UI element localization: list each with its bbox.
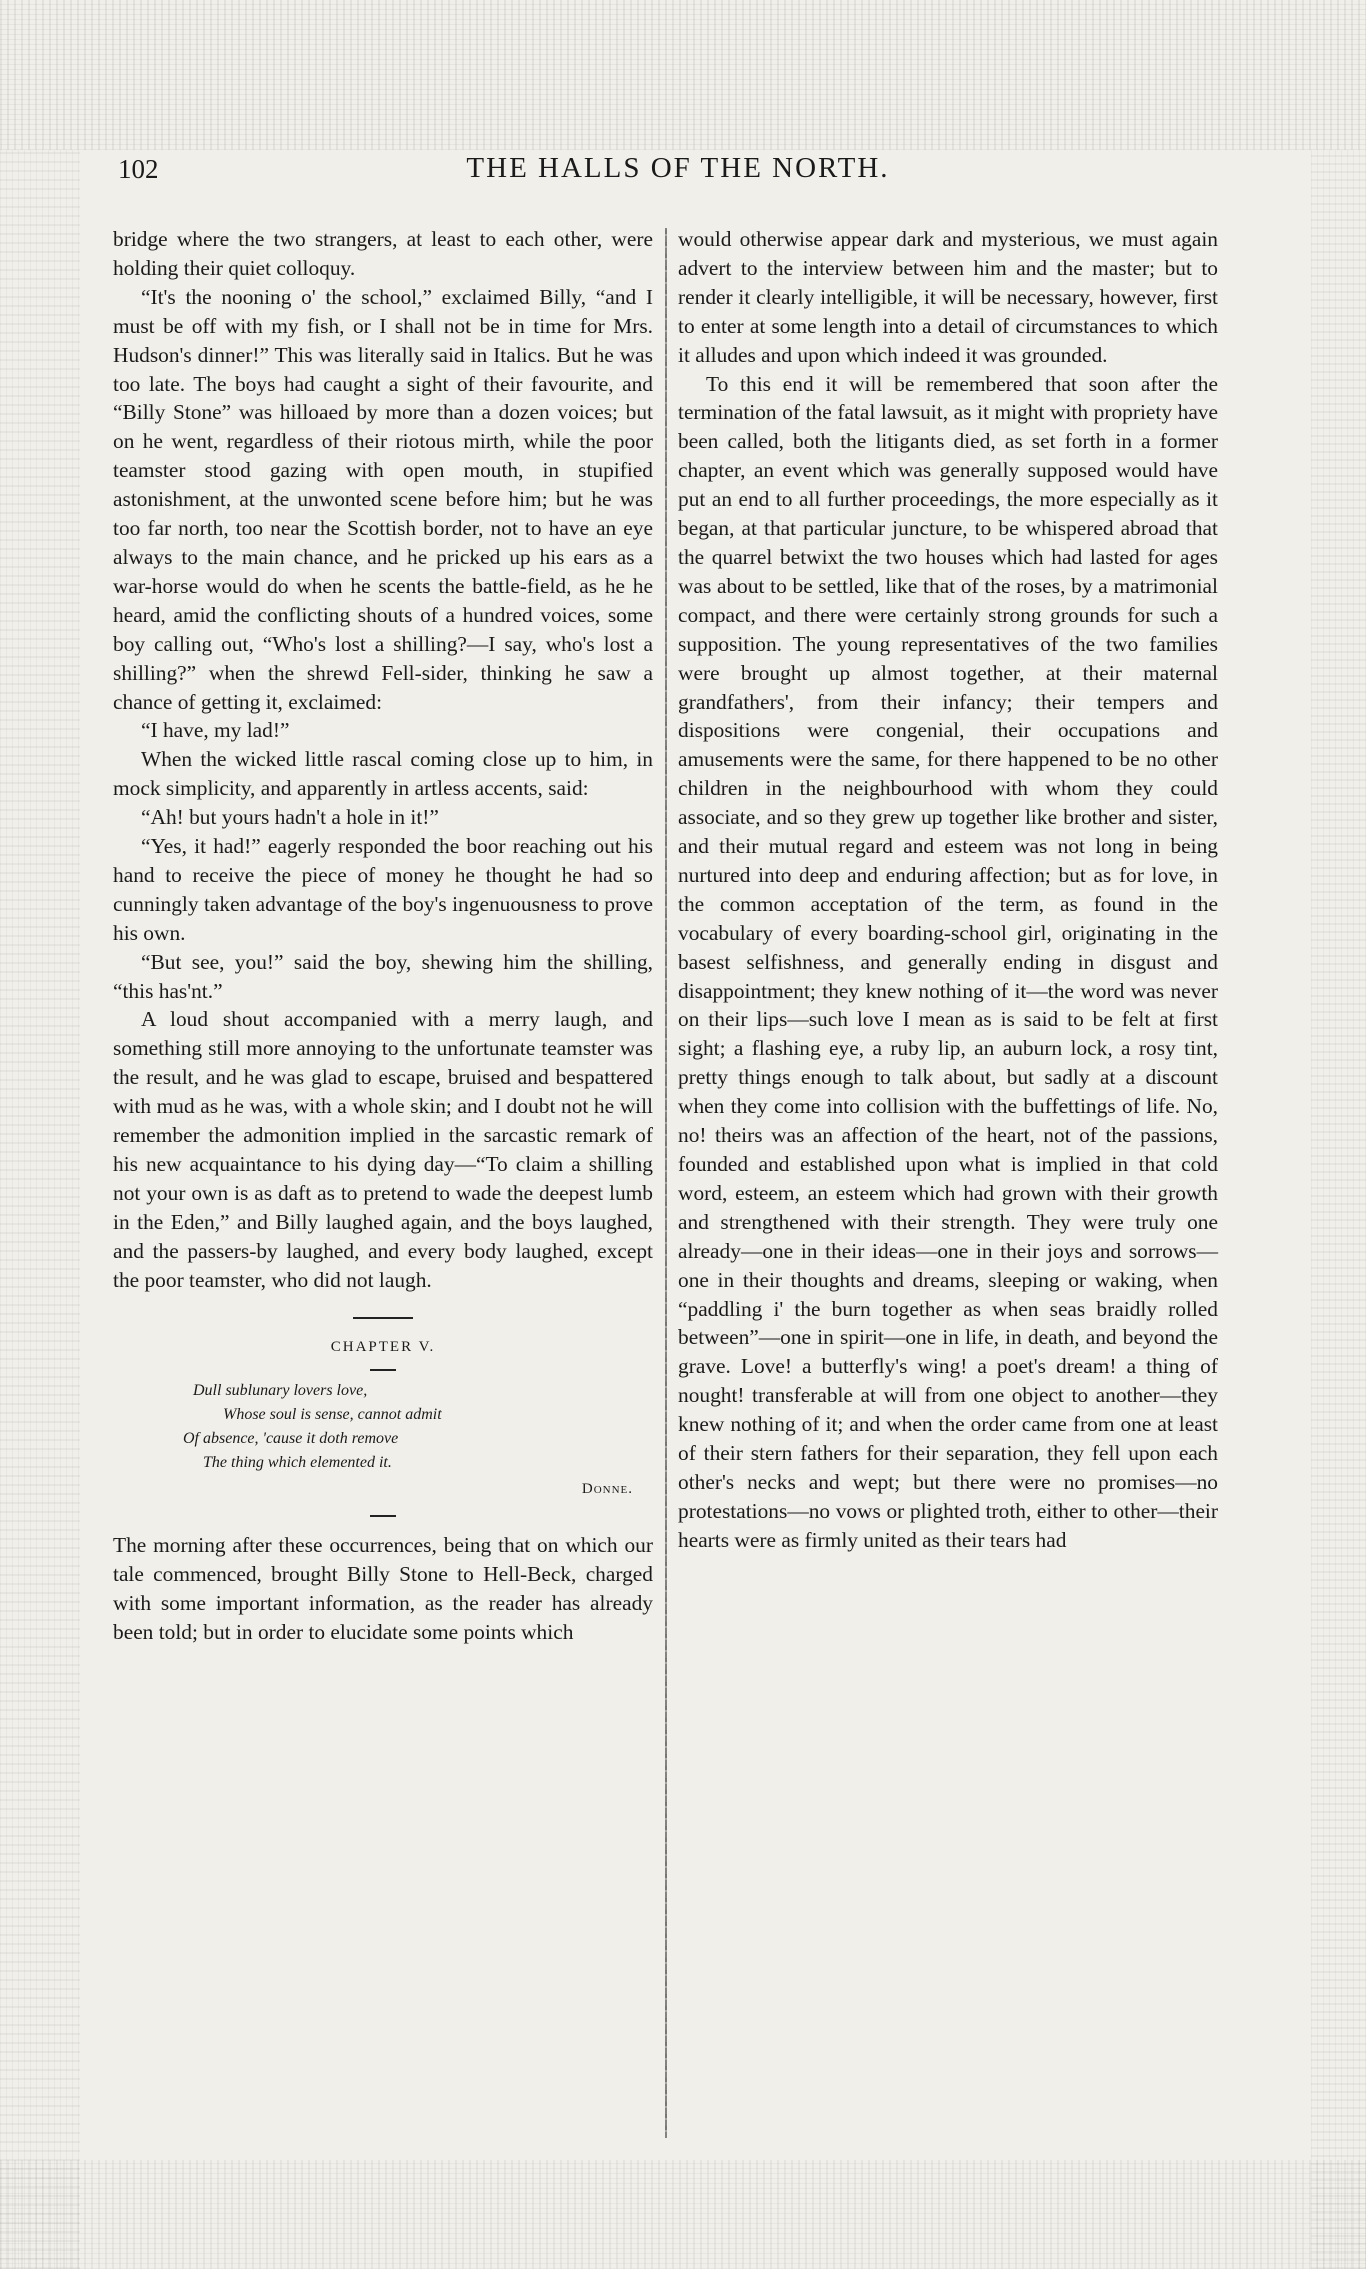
paragraph: “It's the nooning o' the school,” exclaimed Billy, “and I must be off with my fish, or I shall not be in time for Mrs. Hudson's dinner!” This was literally said in Italics. But he was too late. The boys had caught a sight of their favourite, and “Billy Stone” was hilloaed by more than a dozen voices; but on he went, regardless of their riotous mirth, while the poor teamster stood gazing with open mouth, in stupified astonishment, at the unwonted scene before him; but he was too far north, too near the Scottish border, not to have an eye always to the main chance, and he pricked up his ears as a war-horse would do when he scents the battle-field, as he he heard, amid the conflicting shouts of a hundred voices, some boy calling out, “Who's lost a shilling?—I say, who's lost a shilling?” when the shrewd Fell-sider, thinking he saw a chance of getting it, exclaimed: [113,284,653,714]
column-divider [665,228,667,2138]
epigraph-line: The thing which elemented it. [203,1454,392,1472]
epigraph-author: Donne. [581,1481,633,1498]
paragraph: A loud shout accompanied with a merry laugh, and something still more annoying to the unfortunate teamster was the result, and he was glad to escape, bruised and bespattered with mud as he was, with a whole skin; and I doubt not he will remember the admonition implied in the sarcastic remark of his new acquaintance to his dying day—“To claim a shilling not your own is as daft as to pretend to wade the deepest lumb in the Eden,” and Billy laughed again, and the boys laughed, and the passers-by laughed, and every body laughed, except the poor teamster, who did not laugh. [113,1007,653,1292]
paragraph: “Ah! but yours hadn't a hole in it!” [141,805,439,830]
page-header [118,150,1238,190]
scan-noise-bottom [0,2160,1366,2269]
scan-noise-right [1311,150,1366,2269]
chapter-heading: CHAPTER V. [330,1338,436,1355]
paragraph: would otherwise appear dark and mysterious, we must again advert to the interview between him and the master; but to render it clearly intelligible, it will be necessary, however, first to enter at some length into a detail of circumstances to which it alludes and upon which indeed it was grounded. [678,227,1218,367]
paragraph: “But see, you!” said the boy, shewing him the shilling, “this has'nt.” [113,949,653,1003]
epigraph-line: Dull sublunary lovers love, [193,1382,368,1400]
right-column [678,225,1218,1555]
paragraph: When the wicked little rascal coming close up to him, in mock simplicity, and apparently in artless accents, said: [113,747,653,801]
epigraph-line: Whose soul is sense, cannot admit [223,1406,442,1424]
paragraph: “I have, my lad!” [141,718,290,743]
paragraph: To this end it will be remembered that soon after the termination of the fatal lawsuit, as it might with propriety have been called, both the litigants died, as set forth in a former chapter, an event which was generally supposed would have put an end to all further proceedings, the more especially as it began, at that particular juncture, to be whispered abroad that the quarrel betwixt the two houses which had lasted for ages was about to be settled, like that of the roses, by a matrimonial compact, and there were certainly strong grounds for such a supposition. The young representatives of the two families were brought up almost together, at their maternal grandfathers', from their infancy; their tempers and dispositions were congenial, their occupations and amusements were the same, for there happened to be no other children in the neighbourhood with whom they could associate, and so they grew up together like brother and sister, and their mutual regard and esteem was not long in being nurtured into deep and enduring affection; but as for love, in the common acceptation of the term, as found in the vocabulary of every boarding-school girl, originating in the basest selfishness, and generally ending in disgust and disappointment; they knew nothing of it—the word was never on their lips—such love I mean as is said to be felt at first sight; a flashing eye, a ruby lip, an auburn lock, a rosy tint, pretty things enough to talk about, but sadly at a discount when they come into collision with the buffettings of life. No, no! theirs was an affection of the heart, not of the passions, founded and established upon what is implied in that cold word, esteem, an esteem which had grown with their growth and strengthened with their strength. They were truly one already—one in their ideas—one in their joys and sorrows—one in their thoughts and dreams, sleeping or waking, when “paddling i' the burn together as when seas braidly rolled between”—one in spirit—one in life, in death, and beyond the grave. Love! a butterfly's wing! a poet's dream! a thing of nought! transferable at will from one object to another—they knew nothing of it; and when the order came from one at least of their stern fathers for their separation, they fell upon each other's necks and wept; but there were no promises—no protestations—no vows or plighted troth, either to other—their hearts were as firmly united as their tears had [678,371,1218,1552]
paragraph: bridge where the two strangers, at least to each other, were holding their quiet colloquy. [113,227,653,280]
chapter-rule-top [353,1317,413,1319]
epigraph-line: Of absence, 'cause it doth remove [183,1430,399,1448]
left-column [113,225,653,1647]
page-number: 102 [118,154,159,184]
chapter-rule-mid [370,1369,396,1371]
scan-noise-left [0,150,80,2269]
epigraph [113,1379,653,1501]
paragraph: “Yes, it had!” eagerly responded the boor reaching out his hand to receive the piece of money he thought he had so cunningly taken advantage of the boy's ingenuousness to prove his own. [113,834,653,945]
scan-noise-top [0,0,1366,150]
chapter-opening-paragraph: The morning after these occurrences, being that on which our tale commenced, brought Billy Stone to Hell-Beck, charged with some important information, as the reader has already been told; but in order to elucidate some points which [113,1533,653,1645]
chapter-rule-bottom [370,1515,396,1517]
running-title: THE HALLS OF THE NORTH. [466,152,890,184]
